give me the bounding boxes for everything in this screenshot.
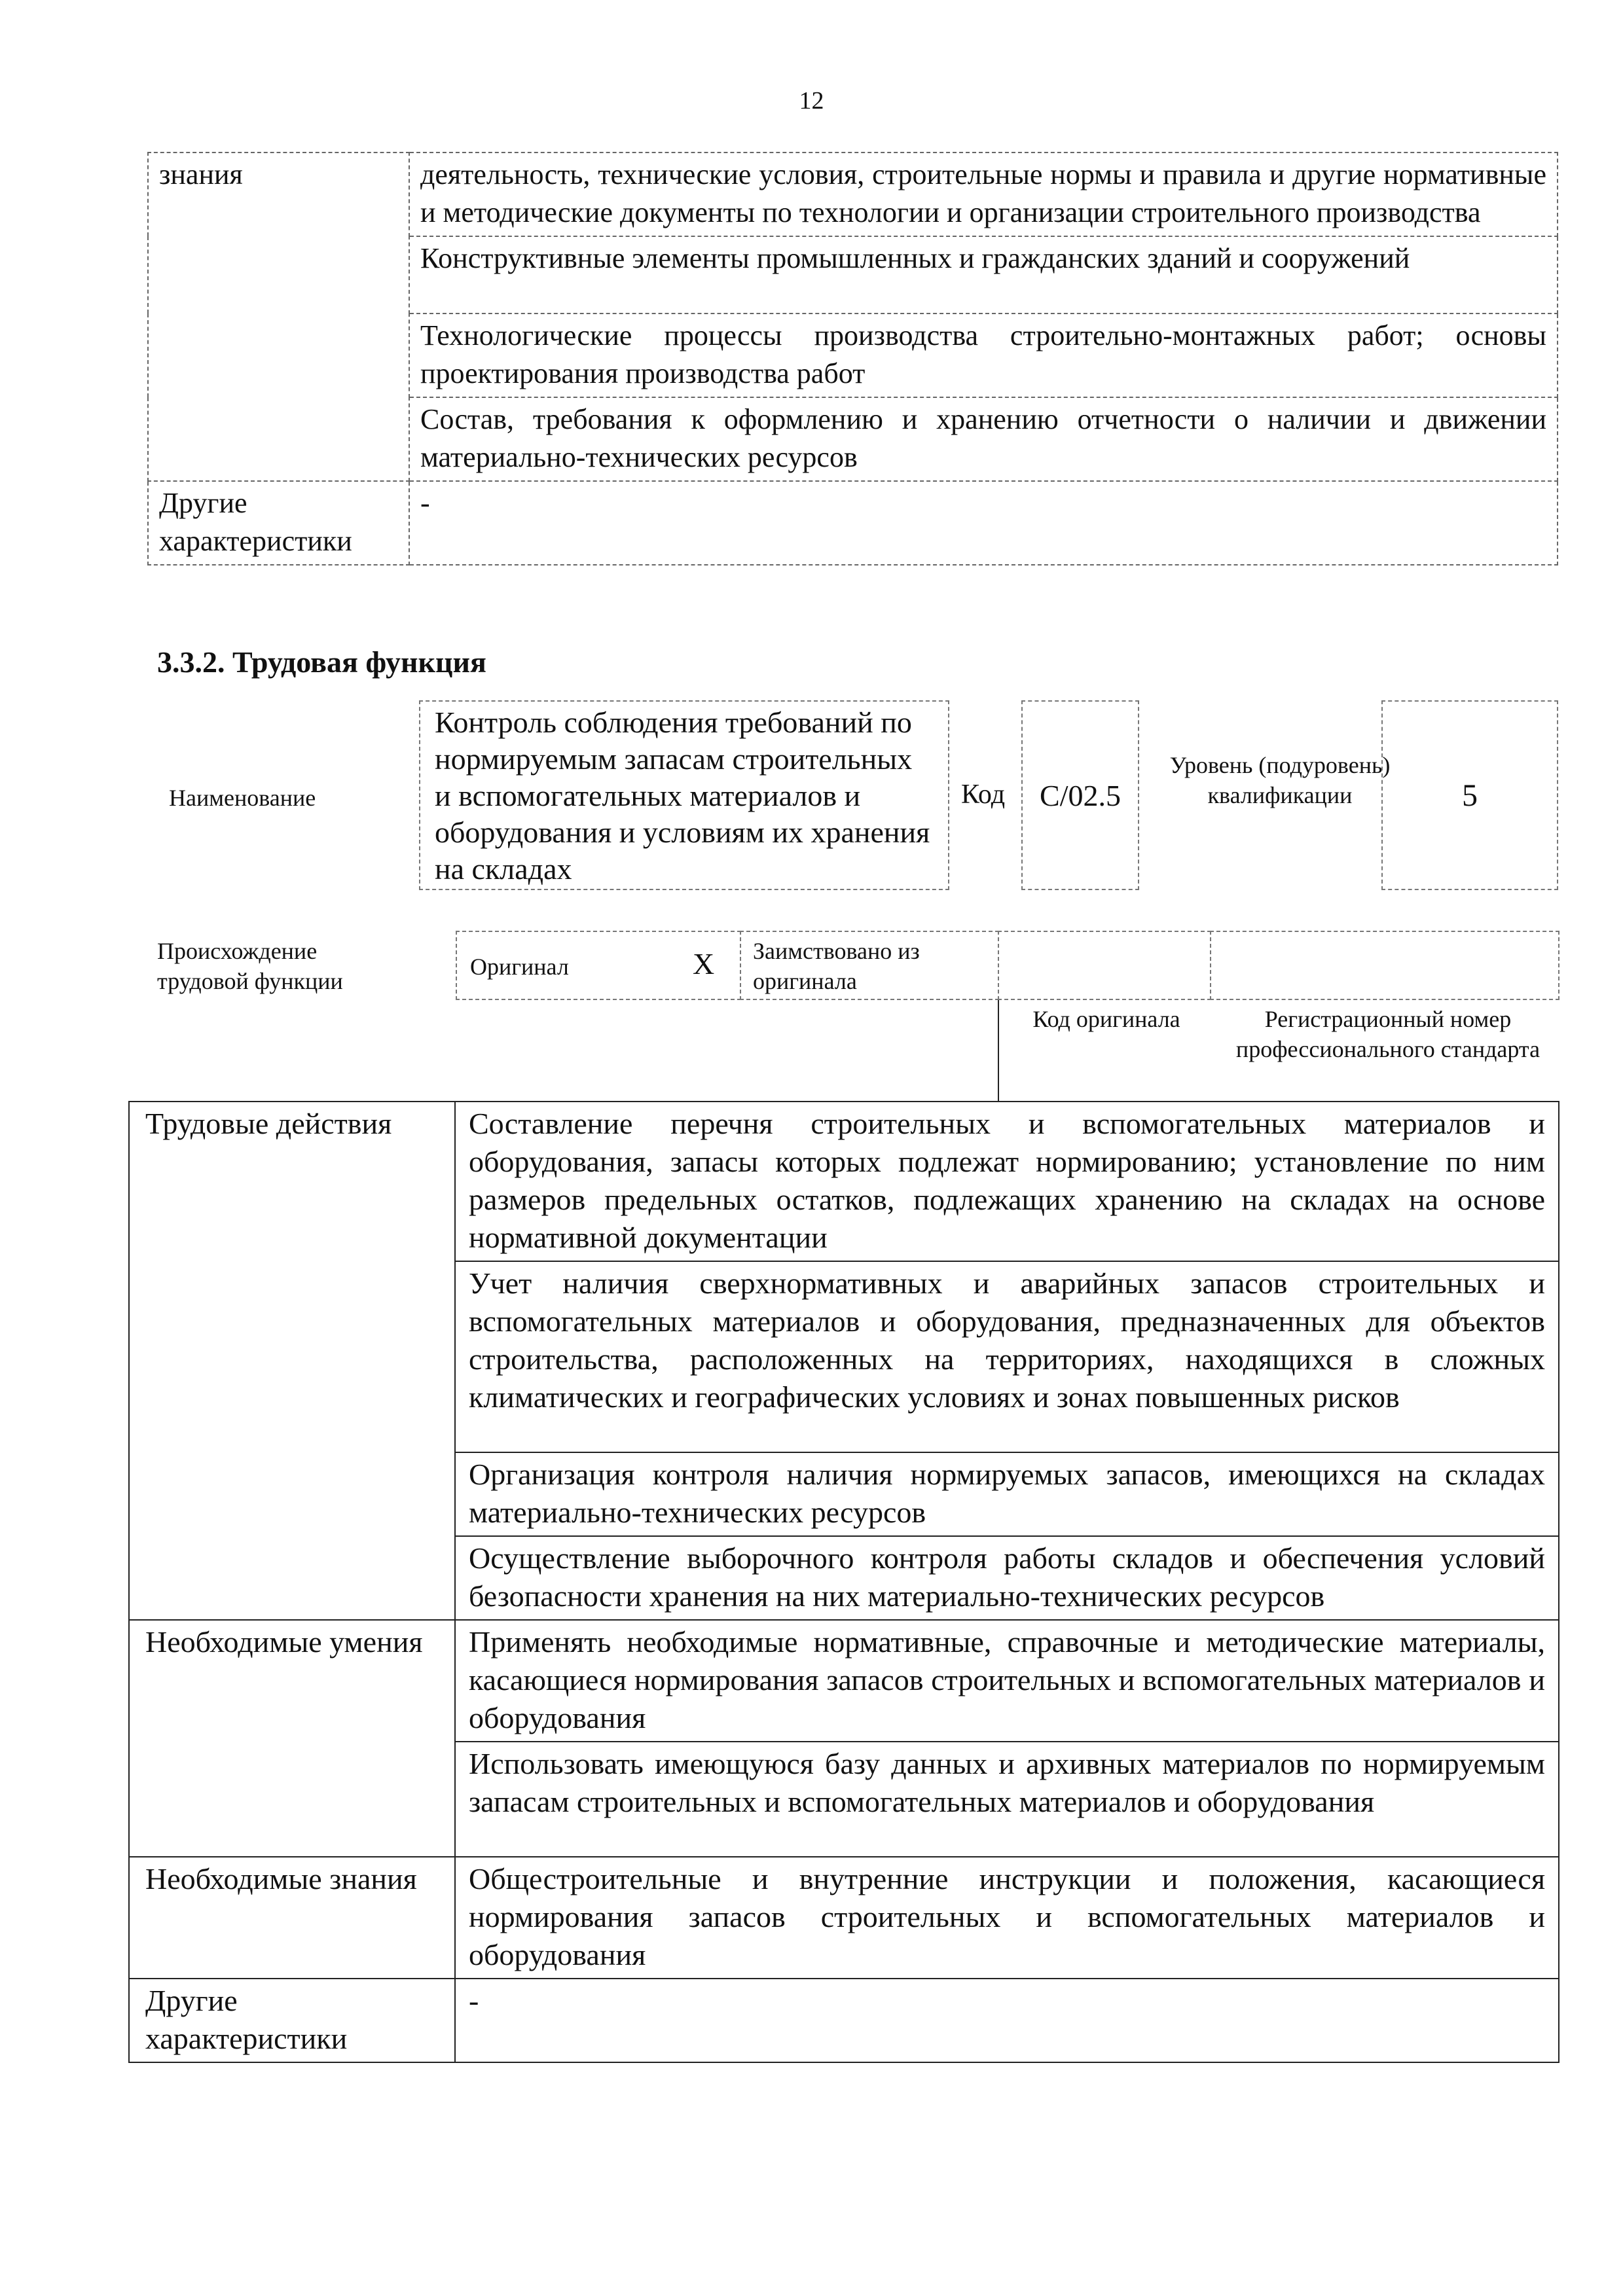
row-label-labor-actions: Трудовые действия [129, 1102, 455, 1620]
original-mark: X [693, 947, 715, 980]
function-name-box [419, 700, 949, 890]
code-original-box [998, 931, 1211, 1000]
level-label: Уровень (подуровень) квалификации [1169, 752, 1391, 808]
row-label-skills: Необходимые умения [129, 1620, 455, 1857]
row-label-other: Другие характеристики [129, 1979, 455, 2062]
table-cell: Применять необходимые нормативные, справочные и методические материалы, касающиеся нормирования запасов строительных и вспомогательных материалов и оборудования [455, 1620, 1559, 1742]
row-label-other: Другие характеристики [148, 481, 409, 565]
table-cell: Состав, требования к оформлению и хранению отчетности о наличии и движении материально-технических ресурсов [409, 397, 1558, 481]
page-number: 12 [799, 87, 824, 115]
table-cell: деятельность, технические условия, строительные нормы и правила и другие нормативные и методические документы по технологии и организации строительного производства [409, 152, 1558, 236]
table-cell: Технологические процессы производства строительно-монтажных работ; основы проектирования производства работ [409, 314, 1558, 397]
table-cell: - [409, 481, 1558, 565]
code-label: Код [961, 780, 1006, 810]
table-cell: Использовать имеющуюся базу данных и архивных материалов по нормируемым запасам строительных и вспомогательных материалов и оборудования [455, 1742, 1559, 1857]
table-knowledge-continuation [147, 152, 1558, 565]
level-value: 5 [1462, 778, 1478, 813]
borrowed-box [740, 931, 999, 1000]
table-cell: Организация контроля наличия нормируемых запасов, имеющихся на складах материально-технических ресурсов [455, 1452, 1559, 1536]
original-box [456, 931, 741, 1000]
function-name: Контроль соблюдения требований по нормируемым запасам строительных и вспомогательных материалов и оборудования и условиям их хранения на складах [435, 706, 930, 886]
reg-number-label: Регистрационный номер профессионального стандарта [1235, 1006, 1541, 1062]
borrowed-label: Заимствовано из оригинала [753, 938, 920, 994]
origin-label: Происхождение трудовой функции [157, 938, 343, 994]
table-cell: Конструктивные элементы промышленных и гражданских зданий и сооружений [409, 236, 1558, 314]
code-box [1021, 700, 1139, 890]
table-cell: Составление перечня строительных и вспомогательных материалов и оборудования, запасы которых подлежат нормированию; установление по ним размеров предельных остатков, подлежащих хранению на складах на основе нормативной документации [455, 1102, 1559, 1261]
row-label-knowledge: знания [148, 152, 409, 481]
original-label: Оригинал [470, 954, 569, 980]
level-box [1381, 700, 1558, 890]
name-label: Наименование [169, 785, 316, 811]
row-label-knowledge: Необходимые знания [129, 1857, 455, 1979]
table-cell: - [455, 1979, 1559, 2062]
reg-number-box [1210, 931, 1559, 1000]
table-cell: Осуществление выборочного контроля работы складов и обеспечения условий безопасности хранения на них материально-технических ресурсов [455, 1536, 1559, 1620]
code-value: C/02.5 [1040, 778, 1121, 812]
table-cell: Общестроительные и внутренние инструкции и положения, касающиеся нормирования запасов строительных и вспомогательных материалов и оборудования [455, 1857, 1559, 1979]
section-heading: 3.3.2. Трудовая функция [157, 645, 486, 679]
table-labor-function [128, 1101, 1559, 2063]
table-cell: Учет наличия сверхнормативных и аварийных запасов строительных и вспомогательных материалов и оборудования, предназначенных для объектов строительства, расположенных на территориях, находящихся в сложных климатических и географических условиях и зонах повышенных рисков [455, 1261, 1559, 1452]
code-original-label: Код оригинала [1032, 1006, 1180, 1032]
divider [998, 1000, 999, 1101]
